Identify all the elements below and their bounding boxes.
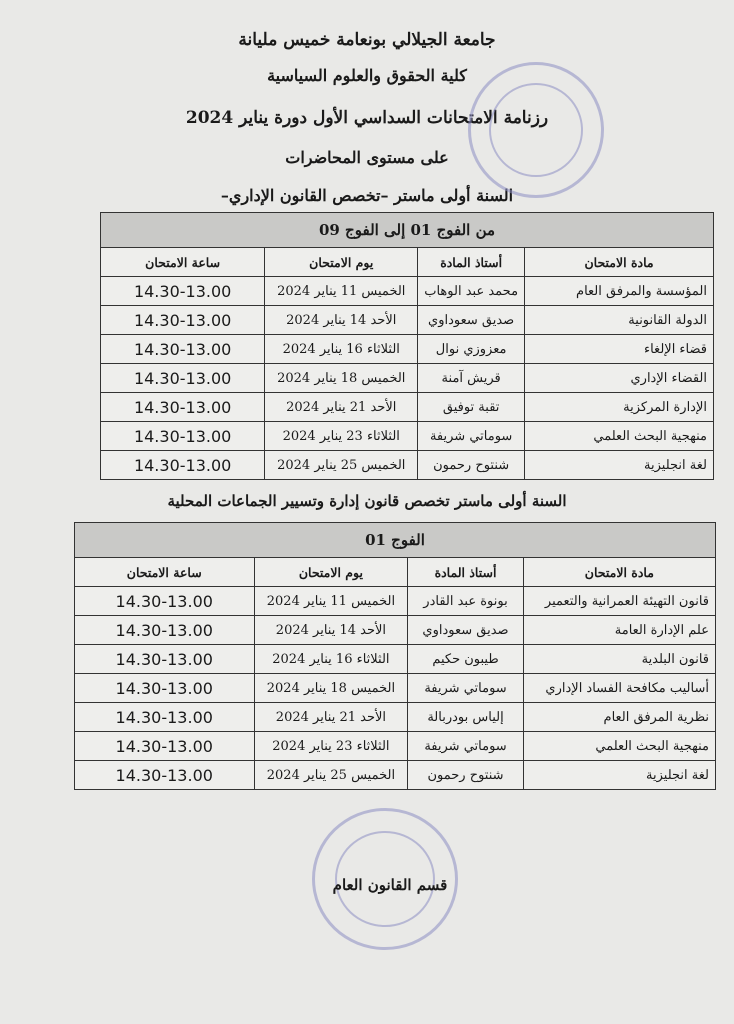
exam-time: 14.30-13.00 — [101, 277, 265, 306]
table-row — [75, 703, 716, 732]
exam-time: 14.30-13.00 — [101, 393, 265, 422]
exam-day: الخميس 11 يناير 2024 — [265, 277, 418, 306]
exam-subject: المؤسسة والمرفق العام — [525, 277, 714, 306]
professor-name: شنتوح رحمون — [408, 761, 523, 790]
exam-time: 14.30-13.00 — [75, 645, 255, 674]
table-row — [75, 732, 716, 761]
exam-subject: أساليب مكافحة الفساد الإداري — [523, 674, 715, 703]
faculty-name: كلية الحقوق والعلوم السياسية — [267, 66, 467, 85]
department-signature: قسم القانون العام — [332, 876, 448, 894]
professor-name: سوماتي شريفة — [408, 732, 523, 761]
schedule-table-1 — [100, 212, 714, 480]
professor-name: إلياس بودربالة — [408, 703, 523, 732]
professor-name: صديق سعوداوي — [418, 306, 525, 335]
professor-name: شنتوح رحمون — [418, 451, 525, 480]
exam-time: 14.30-13.00 — [101, 422, 265, 451]
exam-subject: الدولة القانونية — [525, 306, 714, 335]
professor-name: صديق سعوداوي — [408, 616, 523, 645]
exam-day: الأحد 14 يناير 2024 — [265, 306, 418, 335]
exam-time: 14.30-13.00 — [101, 451, 265, 480]
exam-time: 14.30-13.00 — [75, 732, 255, 761]
schedule-table-2 — [74, 522, 716, 790]
table-row — [101, 364, 714, 393]
exam-subject: لغة انجليزية — [523, 761, 715, 790]
table-row — [75, 674, 716, 703]
exam-subject: لغة انجليزية — [525, 451, 714, 480]
exam-time: 14.30-13.00 — [101, 306, 265, 335]
table-row — [101, 451, 714, 480]
exam-day: الخميس 11 يناير 2024 — [254, 587, 408, 616]
level-line: على مستوى المحاضرات — [285, 148, 449, 167]
professor-name: سوماتي شريفة — [418, 422, 525, 451]
table-row — [101, 277, 714, 306]
exam-time: 14.30-13.00 — [75, 616, 255, 645]
professor-name: قريش آمنة — [418, 364, 525, 393]
exam-day: الخميس 25 يناير 2024 — [254, 761, 408, 790]
exam-day: الأحد 14 يناير 2024 — [254, 616, 408, 645]
professor-name: معزوزي نوال — [418, 335, 525, 364]
university-name: جامعة الجيلالي بونعامة خميس مليانة — [238, 30, 496, 50]
professor-name: تقبة توفيق — [418, 393, 525, 422]
table-row — [101, 422, 714, 451]
exam-day: الثلاثاء 23 يناير 2024 — [254, 732, 408, 761]
professor-name: سوماتي شريفة — [408, 674, 523, 703]
exam-time: 14.30-13.00 — [75, 761, 255, 790]
exam-day: الخميس 18 يناير 2024 — [254, 674, 408, 703]
exam-subject: نظرية المرفق العام — [523, 703, 715, 732]
exam-day: الثلاثاء 16 يناير 2024 — [254, 645, 408, 674]
exam-subject: علم الإدارة العامة — [523, 616, 715, 645]
exam-time: 14.30-13.00 — [75, 703, 255, 732]
exam-time: 14.30-13.00 — [101, 335, 265, 364]
exam-subject: قضاء الإلغاء — [525, 335, 714, 364]
official-stamp-top — [468, 62, 604, 198]
exam-day: الخميس 18 يناير 2024 — [265, 364, 418, 393]
col-subject-header: مادة الامتحان — [523, 558, 715, 587]
exam-subject: منهجية البحث العلمي — [523, 732, 715, 761]
col-subject-header: مادة الامتحان — [525, 248, 714, 277]
exam-day: الثلاثاء 23 يناير 2024 — [265, 422, 418, 451]
exam-subject: قانون التهيئة العمرانية والتعمير — [523, 587, 715, 616]
table2-group-title: الفوج 01 — [75, 523, 716, 558]
exam-day: الثلاثاء 16 يناير 2024 — [265, 335, 418, 364]
exam-time: 14.30-13.00 — [75, 674, 255, 703]
table-row — [75, 761, 716, 790]
professor-name: محمد عبد الوهاب — [418, 277, 525, 306]
exam-time: 14.30-13.00 — [75, 587, 255, 616]
exam-subject: الإدارة المركزية — [525, 393, 714, 422]
col-day-header: يوم الامتحان — [265, 248, 418, 277]
col-time-header: ساعة الامتحان — [101, 248, 265, 277]
table-row — [75, 616, 716, 645]
exam-time: 14.30-13.00 — [101, 364, 265, 393]
col-professor-header: أستاذ المادة — [408, 558, 523, 587]
exam-subject: منهجية البحث العلمي — [525, 422, 714, 451]
exam-day: الخميس 25 يناير 2024 — [265, 451, 418, 480]
program-2-title: السنة أولى ماستر تخصص قانون إدارة وتسيير الجماعات المحلية — [167, 492, 567, 510]
table-row — [101, 306, 714, 335]
table-row — [75, 587, 716, 616]
exam-day: الأحد 21 يناير 2024 — [254, 703, 408, 732]
table-row — [101, 335, 714, 364]
document-title: رزنامة الامتحانات السداسي الأول دورة يناير 2024 — [185, 108, 549, 128]
table-row — [75, 645, 716, 674]
exam-day: الأحد 21 يناير 2024 — [265, 393, 418, 422]
col-time-header: ساعة الامتحان — [75, 558, 255, 587]
col-professor-header: أستاذ المادة — [418, 248, 525, 277]
professor-name: طيبون حكيم — [408, 645, 523, 674]
exam-subject: القضاء الإداري — [525, 364, 714, 393]
professor-name: بونوة عبد القادر — [408, 587, 523, 616]
table-row — [101, 393, 714, 422]
program-1-title: السنة أولى ماستر –تخصص القانون الإداري– — [220, 186, 514, 205]
table1-group-title: من الفوج 01 إلى الفوج 09 — [101, 213, 714, 248]
exam-subject: قانون البلدية — [523, 645, 715, 674]
col-day-header: يوم الامتحان — [254, 558, 408, 587]
